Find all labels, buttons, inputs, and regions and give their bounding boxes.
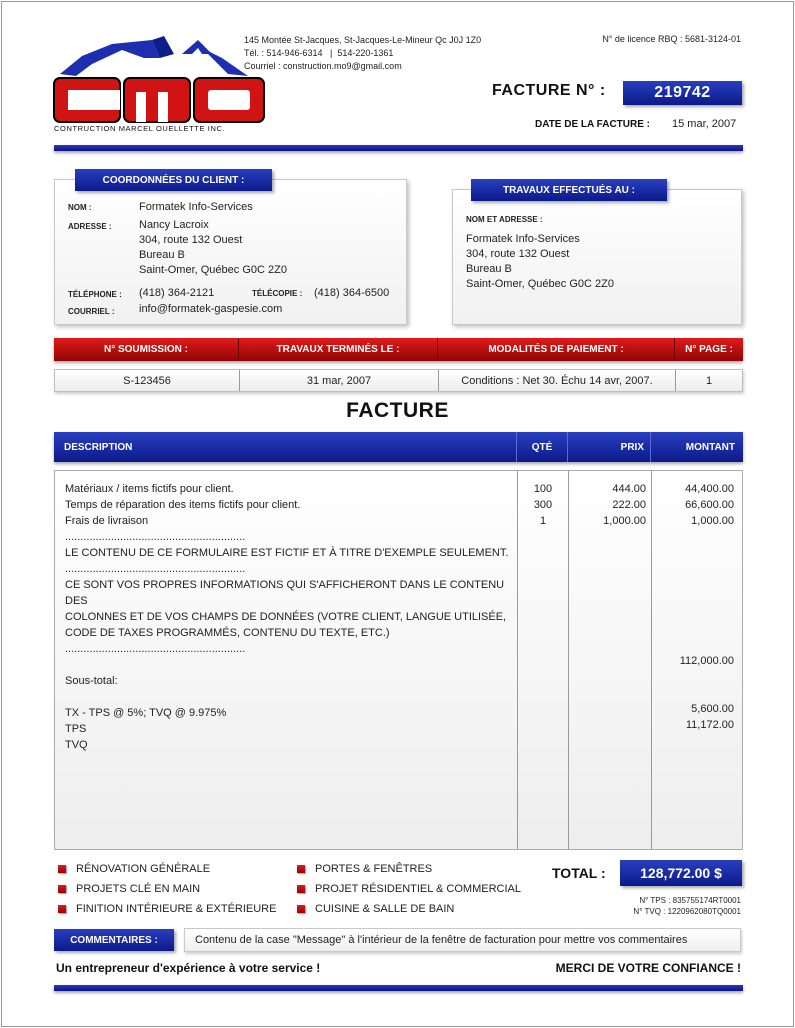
document-title: FACTURE	[346, 399, 449, 422]
address-line: Saint-Omer, Québec G0C 2Z0	[466, 278, 614, 290]
bullet-icon	[297, 905, 305, 913]
service-label: RÉNOVATION GÉNÉRALE	[76, 863, 211, 875]
footer-slogan: Un entrepreneur d'expérience à votre service !	[56, 961, 321, 975]
company-email: Courriel : construction.mo9@gmail.com	[244, 61, 402, 71]
page-number: 1	[705, 374, 713, 387]
comments-label: COMMENTAIRES :	[54, 929, 174, 951]
description-header: DESCRIPTION	[54, 432, 517, 462]
service-label: PROJET RÉSIDENTIEL & COMMERCIAL	[315, 883, 521, 895]
address-line: 304, route 132 Ouest	[139, 234, 243, 246]
dotted-separator: ...........................................................	[65, 563, 246, 575]
address-line: Bureau B	[139, 249, 185, 261]
description-column	[65, 481, 520, 753]
invoice-number: 219742	[623, 81, 742, 105]
tvq-label: TVQ	[65, 739, 88, 751]
client-name: Formatek Info-Services	[139, 201, 253, 213]
dotted-separator: ...........................................................	[65, 531, 246, 543]
client-email-label: COURRIEL :	[68, 307, 115, 316]
logo-graphic	[52, 36, 268, 136]
client-fax-label: TÉLÉCOPIE :	[252, 289, 303, 298]
item-qty: 100	[533, 483, 553, 495]
price-column	[569, 481, 646, 529]
service-item	[58, 859, 276, 879]
service-item	[58, 879, 276, 899]
client-phone-label: TÉLÉPHONE :	[68, 290, 122, 299]
qty-column	[518, 481, 568, 529]
tps-value: 5,600.00	[691, 703, 734, 715]
footer-thanks: MERCI DE VOTRE CONFIANCE !	[555, 961, 741, 975]
tps-label: TPS	[65, 723, 87, 735]
service-item	[297, 899, 521, 919]
subtotal-label: Sous-total:	[65, 675, 118, 687]
dotted-separator: ...........................................................	[65, 643, 246, 655]
work-location-label: NOM ET ADRESSE :	[466, 215, 543, 224]
item-price: 444.00	[612, 483, 646, 495]
quote-number-header: N° SOUMISSION :	[54, 338, 239, 361]
comments-text: Contenu de la case "Message" à l'intérieur de la fenêtre de facturation pour mettre vos commentaires	[184, 928, 741, 952]
item-price: 1,000.00	[603, 515, 646, 527]
item-description: Matériaux / items fictifs pour client.	[65, 483, 234, 495]
bullet-icon	[297, 865, 305, 873]
price-header: PRIX	[568, 432, 651, 462]
footer-divider	[54, 985, 743, 991]
item-price: 222.00	[612, 499, 646, 511]
client-header: COORDONNÉES DU CLIENT :	[75, 169, 272, 191]
work-location-header: TRAVAUX EFFECTUÉS AU :	[471, 179, 667, 201]
total-value: 128,772.00 $	[620, 860, 742, 886]
item-qty: 1	[539, 515, 547, 527]
payment-terms-header: MODALITÉS DE PAIEMENT :	[438, 338, 675, 361]
notice-text: CODE DE TAXES PROGRAMMÉS, CONTENU DU TEXTE, ETC.)	[65, 627, 390, 639]
items-table-body	[54, 470, 743, 850]
tps-number: N° TPS : 835755174RT0001	[639, 896, 741, 905]
services-list-2	[297, 859, 521, 919]
tax-numbers	[633, 895, 741, 917]
amount-header: MONTANT	[685, 441, 735, 453]
tvq-value: 11,172.00	[685, 719, 734, 731]
client-email: info@formatek-gaspesie.com	[139, 303, 283, 315]
service-item	[297, 879, 521, 899]
invoice-date: 15 mar, 2007	[672, 118, 737, 130]
bullet-icon	[297, 885, 305, 893]
work-completed-date: 31 mar, 2007	[240, 370, 439, 391]
service-item	[58, 899, 276, 919]
bullet-icon	[58, 905, 66, 913]
work-location-address	[466, 232, 614, 292]
item-description: Temps de réparation des items fictifs pour client.	[65, 499, 301, 511]
item-amount: 44,400.00	[685, 483, 734, 495]
logo-subtitle: CONTRUCTION MARCEL OUELLETTE INC.	[54, 124, 226, 133]
info-bar-header	[54, 338, 743, 361]
service-label: FINITION INTÉRIEURE & EXTÉRIEURE	[76, 903, 277, 915]
work-completed-header: TRAVAUX TERMINÉS LE :	[239, 338, 438, 361]
invoice-date-label: DATE DE LA FACTURE :	[535, 119, 650, 130]
item-qty: 300	[533, 499, 553, 511]
header-divider	[54, 145, 743, 151]
qty-header: QTÉ	[517, 432, 568, 462]
invoice-number-label: FACTURE N° :	[492, 82, 606, 99]
item-amount: 1,000.00	[691, 515, 734, 527]
info-bar-values	[54, 369, 743, 392]
tvq-number: N° TVQ : 1220962080TQ0001	[633, 907, 741, 916]
payment-terms: Conditions : Net 30. Échu 14 avr, 2007.	[439, 370, 676, 391]
client-fax: (418) 364-6500	[314, 287, 390, 299]
client-address	[139, 218, 287, 278]
notice-text: COLONNES ET DE VOS CHAMPS DE DONNÉES (VOTRE CLIENT, LANGUE UTILISÉE,	[65, 611, 507, 623]
subtotal-value: 112,000.00	[679, 655, 734, 667]
company-logo	[52, 36, 268, 136]
company-phone: Tél. : 514-946-6314 | 514-220-1361	[244, 48, 394, 58]
quote-number: S-123456	[55, 370, 240, 391]
services-list-1	[58, 859, 276, 919]
company-info	[244, 34, 481, 73]
address-line: Bureau B	[466, 263, 512, 275]
notice-text: LE CONTENU DE CE FORMULAIRE EST FICTIF ET À TITRE D'EXEMPLE SEULEMENT.	[65, 547, 509, 559]
page-number-header: N° PAGE :	[685, 344, 733, 355]
service-label: PORTES & FENÊTRES	[315, 863, 433, 875]
client-phone: (418) 364-2121	[139, 287, 215, 299]
service-label: PROJETS CLÉ EN MAIN	[76, 883, 201, 895]
client-name-label: NOM :	[68, 203, 92, 212]
licence-number: N° de licence RBQ : 5681-3124-01	[602, 34, 741, 44]
address-line: Formatek Info-Services	[466, 233, 580, 245]
total-label: TOTAL :	[552, 865, 606, 881]
service-item	[297, 859, 521, 879]
notice-text: CE SONT VOS PROPRES INFORMATIONS QUI S'AFFICHERONT DANS LE CONTENU DES	[65, 579, 505, 607]
service-label: CUISINE & SALLE DE BAIN	[315, 903, 455, 915]
item-description: Frais de livraison	[65, 515, 149, 527]
item-amount: 66,600.00	[685, 499, 734, 511]
bullet-icon	[58, 865, 66, 873]
amount-column	[652, 481, 734, 529]
address-line: 304, route 132 Ouest	[466, 248, 570, 260]
address-line: Saint-Omer, Québec G0C 2Z0	[139, 264, 287, 276]
items-table-header	[54, 432, 743, 462]
bullet-icon	[58, 885, 66, 893]
address-line: Nancy Lacroix	[139, 219, 209, 231]
tax-label: TX - TPS @ 5%; TVQ @ 9.975%	[65, 707, 227, 719]
company-address: 145 Montée St-Jacques, St-Jacques-Le-Mineur Qc J0J 1Z0	[244, 35, 482, 45]
client-address-label: ADRESSE :	[68, 222, 112, 231]
